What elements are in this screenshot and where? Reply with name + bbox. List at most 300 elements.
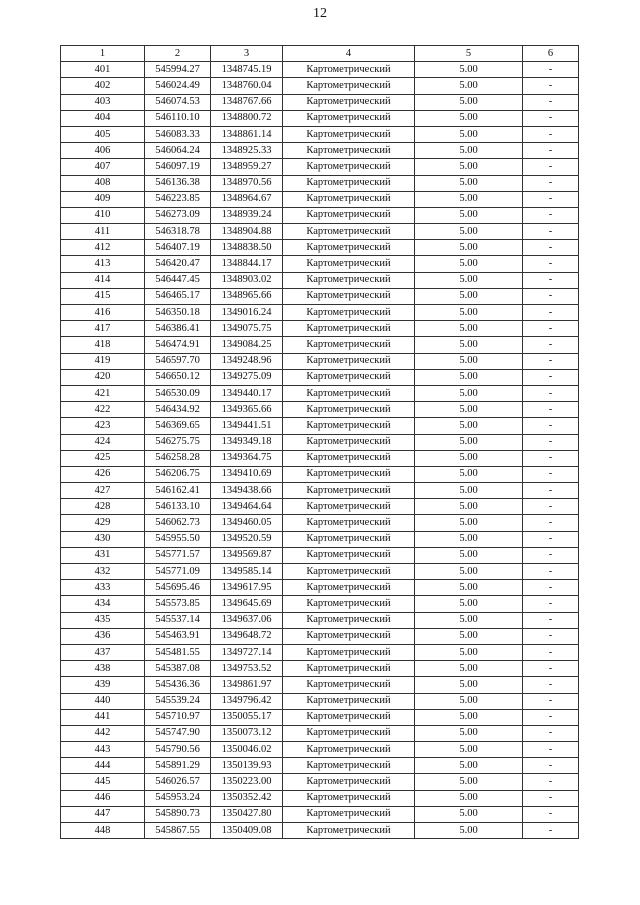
table-cell: 5.00: [415, 596, 523, 612]
table-cell: Картометрический: [283, 806, 415, 822]
table-row: [61, 661, 579, 677]
table-cell: 5.00: [415, 175, 523, 191]
table-cell: 436: [61, 628, 145, 644]
table-cell: 546064.24: [145, 143, 211, 159]
table-cell: 5.00: [415, 337, 523, 353]
table-cell: 546133.10: [145, 499, 211, 515]
table-cell: 1349520.59: [211, 531, 283, 547]
table-row: [61, 628, 579, 644]
table-cell: -: [523, 466, 579, 482]
table-cell: -: [523, 62, 579, 78]
table-row: [61, 499, 579, 515]
table-cell: 1349365.66: [211, 402, 283, 418]
table-cell: 545463.91: [145, 628, 211, 644]
table-cell: Картометрический: [283, 580, 415, 596]
table-cell: 546275.75: [145, 434, 211, 450]
table-cell: 1349349.18: [211, 434, 283, 450]
table-cell: -: [523, 143, 579, 159]
table-cell: -: [523, 321, 579, 337]
table-cell: 5.00: [415, 612, 523, 628]
table-cell: -: [523, 418, 579, 434]
table-cell: 545867.55: [145, 823, 211, 839]
table-cell: 410: [61, 207, 145, 223]
table-cell: -: [523, 693, 579, 709]
table-row: [61, 337, 579, 353]
table-cell: 444: [61, 758, 145, 774]
table-cell: 546369.65: [145, 418, 211, 434]
table-cell: 546420.47: [145, 256, 211, 272]
table-cell: Картометрический: [283, 94, 415, 110]
table-row: [61, 677, 579, 693]
table-cell: -: [523, 806, 579, 822]
table-cell: -: [523, 191, 579, 207]
table-cell: -: [523, 402, 579, 418]
table-row: [61, 644, 579, 660]
table-cell: Картометрический: [283, 564, 415, 580]
table-body: [61, 62, 579, 839]
table-cell: 5.00: [415, 369, 523, 385]
table-cell: -: [523, 337, 579, 353]
table-cell: 546318.78: [145, 224, 211, 240]
table-cell: 5.00: [415, 483, 523, 499]
table-cell: 443: [61, 742, 145, 758]
table-cell: -: [523, 353, 579, 369]
table-cell: -: [523, 499, 579, 515]
table-cell: 545481.55: [145, 644, 211, 660]
table-cell: 5.00: [415, 628, 523, 644]
table-row: [61, 580, 579, 596]
table-cell: 1349464.64: [211, 499, 283, 515]
table-cell: 5.00: [415, 78, 523, 94]
table-row: [61, 434, 579, 450]
table-cell: 545790.56: [145, 742, 211, 758]
table-row: [61, 94, 579, 110]
table-cell: 1349796.42: [211, 693, 283, 709]
table-cell: -: [523, 94, 579, 110]
table-row: [61, 191, 579, 207]
table-cell: Картометрический: [283, 62, 415, 78]
table-cell: 1349440.17: [211, 385, 283, 401]
table-cell: -: [523, 774, 579, 790]
table-cell: 401: [61, 62, 145, 78]
table-cell: -: [523, 78, 579, 94]
column-header: 6: [523, 46, 579, 62]
table-cell: Картометрический: [283, 661, 415, 677]
table-row: [61, 742, 579, 758]
table-cell: 422: [61, 402, 145, 418]
table-cell: 1349727.14: [211, 644, 283, 660]
table-cell: 5.00: [415, 402, 523, 418]
table-cell: 417: [61, 321, 145, 337]
table-cell: -: [523, 450, 579, 466]
table-cell: 434: [61, 596, 145, 612]
table-cell: 408: [61, 175, 145, 191]
table-cell: 5.00: [415, 580, 523, 596]
table-cell: 5.00: [415, 531, 523, 547]
table-row: [61, 466, 579, 482]
table-row: [61, 402, 579, 418]
table-cell: Картометрический: [283, 78, 415, 94]
table-cell: 414: [61, 272, 145, 288]
table-cell: 5.00: [415, 725, 523, 741]
table-row: [61, 823, 579, 839]
table-row: [61, 547, 579, 563]
table-cell: 5.00: [415, 758, 523, 774]
table-cell: Картометрический: [283, 483, 415, 499]
table-cell: 5.00: [415, 499, 523, 515]
table-cell: 402: [61, 78, 145, 94]
page-number: 12: [313, 6, 327, 21]
table-row: [61, 612, 579, 628]
table-cell: 419: [61, 353, 145, 369]
table-cell: 404: [61, 110, 145, 126]
table-cell: -: [523, 305, 579, 321]
table-cell: 5.00: [415, 207, 523, 223]
table-cell: 1350409.08: [211, 823, 283, 839]
table-cell: 5.00: [415, 418, 523, 434]
table-cell: 546273.09: [145, 207, 211, 223]
table-cell: Картометрический: [283, 758, 415, 774]
table-cell: -: [523, 240, 579, 256]
table-cell: 545953.24: [145, 790, 211, 806]
table-cell: 545537.14: [145, 612, 211, 628]
table-cell: 428: [61, 499, 145, 515]
table-cell: Картометрический: [283, 110, 415, 126]
table-row: [61, 78, 579, 94]
table-row: [61, 418, 579, 434]
table-cell: 1350223.00: [211, 774, 283, 790]
table-cell: -: [523, 369, 579, 385]
table-cell: 1349648.72: [211, 628, 283, 644]
table-cell: 413: [61, 256, 145, 272]
table-row: [61, 240, 579, 256]
table-cell: Картометрический: [283, 709, 415, 725]
table-cell: 1349637.06: [211, 612, 283, 628]
table-cell: 5.00: [415, 224, 523, 240]
table-cell: 5.00: [415, 272, 523, 288]
table-cell: -: [523, 256, 579, 272]
table-cell: 5.00: [415, 385, 523, 401]
table-row: [61, 758, 579, 774]
table-cell: 5.00: [415, 823, 523, 839]
table-cell: 415: [61, 288, 145, 304]
coordinates-table: [60, 45, 579, 839]
table-cell: Картометрический: [283, 790, 415, 806]
column-header: 3: [211, 46, 283, 62]
table-cell: Картометрический: [283, 774, 415, 790]
table-cell: 424: [61, 434, 145, 450]
table-cell: 1348903.02: [211, 272, 283, 288]
table-cell: 5.00: [415, 806, 523, 822]
table-cell: 5.00: [415, 661, 523, 677]
table-cell: -: [523, 159, 579, 175]
table-cell: 446: [61, 790, 145, 806]
table-row: [61, 321, 579, 337]
table-cell: 412: [61, 240, 145, 256]
column-header: 1: [61, 46, 145, 62]
table-cell: 1350055.17: [211, 709, 283, 725]
table-cell: 546083.33: [145, 126, 211, 142]
table-cell: 423: [61, 418, 145, 434]
table-cell: -: [523, 661, 579, 677]
table-cell: -: [523, 126, 579, 142]
table-cell: 5.00: [415, 191, 523, 207]
table-cell: 5.00: [415, 126, 523, 142]
table-cell: -: [523, 110, 579, 126]
table-cell: -: [523, 580, 579, 596]
table-cell: Картометрический: [283, 143, 415, 159]
table-cell: 545771.57: [145, 547, 211, 563]
table-cell: 1349438.66: [211, 483, 283, 499]
table-cell: 5.00: [415, 709, 523, 725]
table-cell: 406: [61, 143, 145, 159]
table-cell: 1349364.75: [211, 450, 283, 466]
table-cell: 546110.10: [145, 110, 211, 126]
table-cell: 5.00: [415, 644, 523, 660]
table-cell: -: [523, 564, 579, 580]
table-cell: Картометрический: [283, 272, 415, 288]
table-cell: -: [523, 175, 579, 191]
table-cell: 5.00: [415, 159, 523, 175]
table-row: [61, 207, 579, 223]
table-cell: Картометрический: [283, 353, 415, 369]
table-row: [61, 596, 579, 612]
table-cell: 1348800.72: [211, 110, 283, 126]
table-row: [61, 806, 579, 822]
table-cell: Картометрический: [283, 207, 415, 223]
table-cell: 545539.24: [145, 693, 211, 709]
table-cell: 1348970.56: [211, 175, 283, 191]
table-cell: Картометрический: [283, 305, 415, 321]
table-cell: Картометрический: [283, 418, 415, 434]
table-cell: 432: [61, 564, 145, 580]
table-cell: 1349016.24: [211, 305, 283, 321]
table-row: [61, 725, 579, 741]
table-cell: 5.00: [415, 240, 523, 256]
table-cell: 433: [61, 580, 145, 596]
table-cell: 1349585.14: [211, 564, 283, 580]
table-cell: 429: [61, 515, 145, 531]
table-cell: 1349275.09: [211, 369, 283, 385]
table-cell: 5.00: [415, 62, 523, 78]
table-cell: 5.00: [415, 790, 523, 806]
table-cell: Картометрический: [283, 434, 415, 450]
column-header: 4: [283, 46, 415, 62]
table-row: [61, 175, 579, 191]
table-cell: 1348745.19: [211, 62, 283, 78]
table-cell: 545890.73: [145, 806, 211, 822]
table-cell: -: [523, 434, 579, 450]
table-cell: -: [523, 547, 579, 563]
table-cell: 1348861.14: [211, 126, 283, 142]
table-cell: 546223.85: [145, 191, 211, 207]
table-cell: 440: [61, 693, 145, 709]
table-cell: 1349410.69: [211, 466, 283, 482]
table-cell: Картометрический: [283, 596, 415, 612]
table-cell: 545710.97: [145, 709, 211, 725]
table-cell: 1349084.25: [211, 337, 283, 353]
table-row: [61, 385, 579, 401]
table-cell: -: [523, 709, 579, 725]
table-cell: 546386.41: [145, 321, 211, 337]
table-cell: Картометрический: [283, 693, 415, 709]
table-cell: 5.00: [415, 515, 523, 531]
table-cell: -: [523, 644, 579, 660]
table-cell: 5.00: [415, 774, 523, 790]
table-cell: 5.00: [415, 677, 523, 693]
table-cell: Картометрический: [283, 402, 415, 418]
table-cell: Картометрический: [283, 466, 415, 482]
table-row: [61, 159, 579, 175]
table-cell: -: [523, 677, 579, 693]
table-row: [61, 774, 579, 790]
table-cell: Картометрический: [283, 256, 415, 272]
table-cell: 1348838.50: [211, 240, 283, 256]
table-cell: 546074.53: [145, 94, 211, 110]
table-cell: 1349569.87: [211, 547, 283, 563]
table-cell: 411: [61, 224, 145, 240]
table-cell: 546097.19: [145, 159, 211, 175]
table-cell: 546407.19: [145, 240, 211, 256]
table-cell: 546474.91: [145, 337, 211, 353]
table-cell: 1349861.97: [211, 677, 283, 693]
table-cell: -: [523, 725, 579, 741]
table-row: [61, 564, 579, 580]
table-cell: Картометрический: [283, 628, 415, 644]
table-cell: 545747.90: [145, 725, 211, 741]
table-cell: 545771.09: [145, 564, 211, 580]
table-cell: 545387.08: [145, 661, 211, 677]
table-cell: -: [523, 515, 579, 531]
table-cell: 546162.41: [145, 483, 211, 499]
table-cell: 545436.36: [145, 677, 211, 693]
table-cell: -: [523, 758, 579, 774]
table-cell: Картометрический: [283, 547, 415, 563]
table-cell: 1349617.95: [211, 580, 283, 596]
table-cell: 441: [61, 709, 145, 725]
table-cell: Картометрический: [283, 612, 415, 628]
table-cell: 546136.38: [145, 175, 211, 191]
table-cell: -: [523, 612, 579, 628]
table-cell: 437: [61, 644, 145, 660]
table-cell: 546650.12: [145, 369, 211, 385]
table-cell: 545955.50: [145, 531, 211, 547]
table-cell: 545573.85: [145, 596, 211, 612]
table-row: [61, 62, 579, 78]
table-cell: Картометрический: [283, 677, 415, 693]
table-cell: 1348760.04: [211, 78, 283, 94]
table-row: [61, 693, 579, 709]
table-cell: 5.00: [415, 466, 523, 482]
table-cell: 1349460.05: [211, 515, 283, 531]
table-row: [61, 272, 579, 288]
table-cell: 420: [61, 369, 145, 385]
table-cell: 5.00: [415, 94, 523, 110]
table-cell: 1348844.17: [211, 256, 283, 272]
table-cell: Картометрический: [283, 337, 415, 353]
table-cell: -: [523, 207, 579, 223]
table-cell: 405: [61, 126, 145, 142]
table-cell: 5.00: [415, 450, 523, 466]
table-cell: -: [523, 483, 579, 499]
table-cell: -: [523, 823, 579, 839]
table-header-row: [61, 46, 579, 62]
table-cell: 546206.75: [145, 466, 211, 482]
table-cell: Картометрический: [283, 126, 415, 142]
table-cell: 1350046.02: [211, 742, 283, 758]
table-cell: 1348965.66: [211, 288, 283, 304]
table-cell: 431: [61, 547, 145, 563]
table-cell: 5.00: [415, 434, 523, 450]
table-row: [61, 224, 579, 240]
table-row: [61, 450, 579, 466]
table-cell: 545695.46: [145, 580, 211, 596]
table-cell: 546434.92: [145, 402, 211, 418]
column-header: 2: [145, 46, 211, 62]
table-cell: 438: [61, 661, 145, 677]
table-cell: 5.00: [415, 305, 523, 321]
table-cell: 1349075.75: [211, 321, 283, 337]
table-cell: 1350139.93: [211, 758, 283, 774]
table-row: [61, 515, 579, 531]
table-cell: 5.00: [415, 288, 523, 304]
table-cell: 1349645.69: [211, 596, 283, 612]
table-cell: 5.00: [415, 353, 523, 369]
table-cell: Картометрический: [283, 450, 415, 466]
table-cell: 5.00: [415, 564, 523, 580]
table-row: [61, 531, 579, 547]
table-cell: 430: [61, 531, 145, 547]
table-cell: 403: [61, 94, 145, 110]
table-cell: -: [523, 272, 579, 288]
table-cell: 435: [61, 612, 145, 628]
table-cell: 546024.49: [145, 78, 211, 94]
table-cell: 546062.73: [145, 515, 211, 531]
table-cell: 1350352.42: [211, 790, 283, 806]
table-cell: 546026.57: [145, 774, 211, 790]
table-row: [61, 256, 579, 272]
table-cell: 546465.17: [145, 288, 211, 304]
table-cell: -: [523, 385, 579, 401]
table-cell: 445: [61, 774, 145, 790]
table-row: [61, 369, 579, 385]
table-cell: 421: [61, 385, 145, 401]
table-cell: -: [523, 531, 579, 547]
table-cell: Картометрический: [283, 499, 415, 515]
table-row: [61, 483, 579, 499]
table-cell: 5.00: [415, 110, 523, 126]
table-cell: Картометрический: [283, 240, 415, 256]
table-cell: Картометрический: [283, 644, 415, 660]
table-cell: 546530.09: [145, 385, 211, 401]
table-cell: Картометрический: [283, 515, 415, 531]
table-cell: 5.00: [415, 143, 523, 159]
table-cell: 407: [61, 159, 145, 175]
table-row: [61, 126, 579, 142]
table-cell: 426: [61, 466, 145, 482]
table-cell: -: [523, 790, 579, 806]
table-cell: 448: [61, 823, 145, 839]
table-cell: Картометрический: [283, 175, 415, 191]
table-cell: 416: [61, 305, 145, 321]
table-cell: 546447.45: [145, 272, 211, 288]
table-cell: 546258.28: [145, 450, 211, 466]
table-cell: 545994.27: [145, 62, 211, 78]
table-cell: 5.00: [415, 547, 523, 563]
table-cell: Картометрический: [283, 823, 415, 839]
table-cell: 1350427.80: [211, 806, 283, 822]
table-cell: -: [523, 628, 579, 644]
